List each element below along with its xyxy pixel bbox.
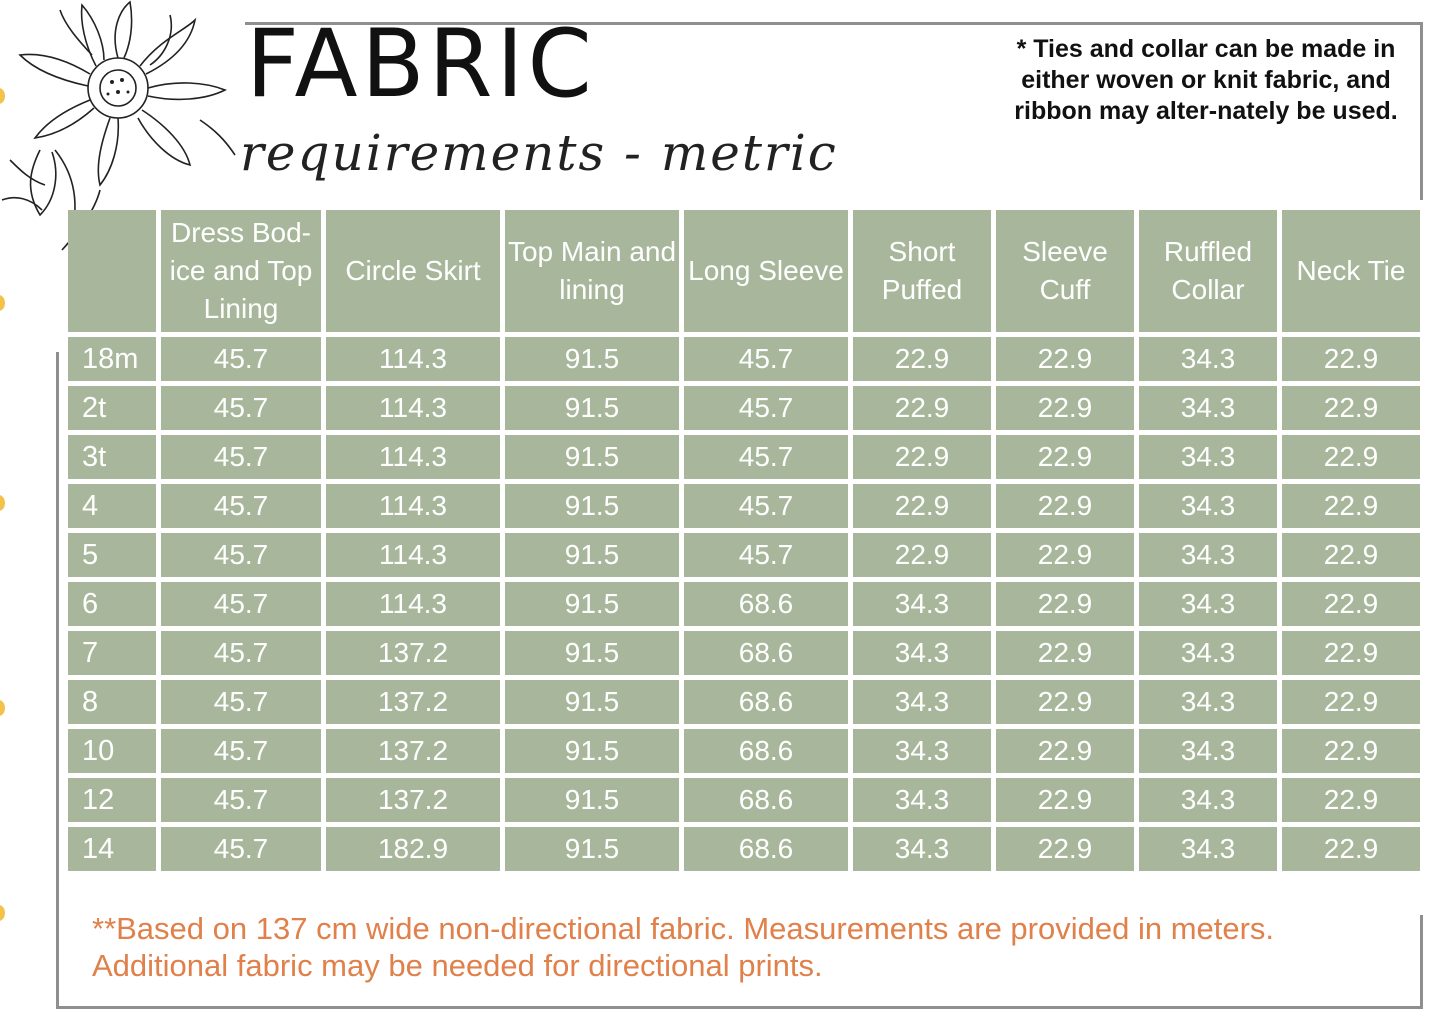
measurement-cell: 22.9 — [996, 337, 1134, 381]
measurement-cell: 45.7 — [161, 582, 321, 626]
measurement-cell: 22.9 — [853, 337, 991, 381]
measurement-cell: 45.7 — [684, 337, 848, 381]
frame-left-border — [56, 352, 59, 1008]
column-header-ruffled-collar: Ruffled Collar — [1139, 210, 1277, 332]
column-header-sleeve-cuff: Sleeve Cuff — [996, 210, 1134, 332]
measurement-cell: 68.6 — [684, 631, 848, 675]
measurement-cell: 114.3 — [326, 386, 500, 430]
measurement-cell: 182.9 — [326, 827, 500, 871]
measurement-cell: 68.6 — [684, 582, 848, 626]
measurement-cell: 34.3 — [1139, 533, 1277, 577]
measurement-cell: 91.5 — [505, 680, 679, 724]
size-cell: 3t — [68, 435, 156, 479]
table-row — [68, 582, 1420, 626]
measurement-cell: 34.3 — [853, 778, 991, 822]
measurement-cell: 114.3 — [326, 337, 500, 381]
measurement-cell: 22.9 — [1282, 386, 1420, 430]
measurement-cell: 22.9 — [1282, 484, 1420, 528]
measurement-cell: 137.2 — [326, 729, 500, 773]
measurement-cell: 91.5 — [505, 533, 679, 577]
measurement-cell: 91.5 — [505, 827, 679, 871]
measurement-cell: 22.9 — [1282, 337, 1420, 381]
measurement-cell: 137.2 — [326, 631, 500, 675]
size-cell: 4 — [68, 484, 156, 528]
measurement-cell: 22.9 — [1282, 827, 1420, 871]
measurement-cell: 45.7 — [161, 778, 321, 822]
measurement-cell: 34.3 — [1139, 337, 1277, 381]
table-row — [68, 827, 1420, 871]
measurement-cell: 114.3 — [326, 582, 500, 626]
measurement-cell: 45.7 — [161, 533, 321, 577]
measurement-cell: 22.9 — [1282, 582, 1420, 626]
measurement-cell: 34.3 — [853, 729, 991, 773]
measurement-cell: 34.3 — [853, 827, 991, 871]
measurement-cell: 68.6 — [684, 778, 848, 822]
size-cell: 10 — [68, 729, 156, 773]
size-cell: 6 — [68, 582, 156, 626]
measurement-cell: 45.7 — [161, 631, 321, 675]
measurement-cell: 91.5 — [505, 484, 679, 528]
measurement-cell: 22.9 — [996, 484, 1134, 528]
column-header-circle-skirt: Circle Skirt — [326, 210, 500, 332]
measurement-cell: 45.7 — [161, 337, 321, 381]
size-cell: 18m — [68, 337, 156, 381]
measurement-cell: 22.9 — [996, 778, 1134, 822]
measurement-cell: 22.9 — [996, 729, 1134, 773]
measurement-cell: 45.7 — [161, 680, 321, 724]
measurement-cell: 45.7 — [684, 533, 848, 577]
size-cell: 7 — [68, 631, 156, 675]
measurement-cell: 91.5 — [505, 778, 679, 822]
ties-collar-note: * Ties and collar can be made in either woven or knit fabric, and ribbon may alter-nately be used. — [1014, 35, 1398, 125]
page-title: FABRIC — [246, 10, 596, 119]
size-cell: 5 — [68, 533, 156, 577]
table-body — [68, 337, 1420, 871]
measurement-cell: 91.5 — [505, 729, 679, 773]
measurement-cell: 34.3 — [853, 582, 991, 626]
size-cell: 2t — [68, 386, 156, 430]
measurement-cell: 45.7 — [161, 729, 321, 773]
measurement-cell: 22.9 — [996, 827, 1134, 871]
measurement-cell: 22.9 — [853, 484, 991, 528]
measurement-cell: 34.3 — [1139, 484, 1277, 528]
table-row — [68, 337, 1420, 381]
measurement-cell: 22.9 — [996, 386, 1134, 430]
measurement-cell: 22.9 — [853, 435, 991, 479]
measurement-cell: 34.3 — [1139, 778, 1277, 822]
measurement-cell: 22.9 — [996, 533, 1134, 577]
measurement-cell: 22.9 — [996, 631, 1134, 675]
measurement-cell: 22.9 — [996, 582, 1134, 626]
measurement-cell: 34.3 — [853, 631, 991, 675]
decorative-dot — [0, 700, 5, 716]
measurement-cell: 22.9 — [1282, 435, 1420, 479]
measurement-cell: 68.6 — [684, 680, 848, 724]
measurement-cell: 45.7 — [684, 484, 848, 528]
frame-right-border-lower — [1420, 915, 1423, 1008]
table-row — [68, 386, 1420, 430]
measurement-cell: 137.2 — [326, 680, 500, 724]
measurement-cell: 22.9 — [1282, 631, 1420, 675]
measurement-cell: 68.6 — [684, 827, 848, 871]
size-cell: 8 — [68, 680, 156, 724]
column-header-top-main: Top Main and lining — [505, 210, 679, 332]
measurement-cell: 91.5 — [505, 631, 679, 675]
measurement-cell: 22.9 — [1282, 533, 1420, 577]
column-header-neck-tie: Neck Tie — [1282, 210, 1420, 332]
size-cell: 12 — [68, 778, 156, 822]
measurement-cell: 91.5 — [505, 337, 679, 381]
table-row — [68, 435, 1420, 479]
measurement-cell: 114.3 — [326, 435, 500, 479]
decorative-dot — [0, 295, 5, 311]
measurement-cell: 34.3 — [1139, 729, 1277, 773]
measurement-cell: 22.9 — [853, 533, 991, 577]
frame-right-border — [1420, 22, 1423, 200]
table-row — [68, 778, 1420, 822]
measurement-cell: 114.3 — [326, 533, 500, 577]
measurement-cell: 68.6 — [684, 729, 848, 773]
size-cell: 14 — [68, 827, 156, 871]
decorative-dot — [0, 495, 5, 511]
measurement-cell: 34.3 — [1139, 435, 1277, 479]
measurement-cell: 45.7 — [684, 435, 848, 479]
measurement-cell: 114.3 — [326, 484, 500, 528]
table-row — [68, 631, 1420, 675]
column-header-long-sleeve: Long Sleeve — [684, 210, 848, 332]
decorative-dot — [0, 905, 5, 921]
measurement-cell: 137.2 — [326, 778, 500, 822]
measurement-cell: 34.3 — [1139, 631, 1277, 675]
header-corner-cell — [68, 210, 156, 332]
measurement-cell: 45.7 — [161, 827, 321, 871]
fabric-requirements-table — [63, 205, 1425, 876]
table-row — [68, 484, 1420, 528]
table-row — [68, 680, 1420, 724]
page-subtitle: requirements - metric — [240, 124, 838, 182]
column-header-dress-bodice: Dress Bod-ice and Top Lining — [161, 210, 321, 332]
measurement-cell: 45.7 — [161, 435, 321, 479]
table-row — [68, 533, 1420, 577]
measurement-cell: 22.9 — [1282, 680, 1420, 724]
measurement-cell: 22.9 — [996, 680, 1134, 724]
measurement-cell: 34.3 — [1139, 386, 1277, 430]
table-header-row — [68, 210, 1420, 332]
column-header-short-puffed: Short Puffed — [853, 210, 991, 332]
measurement-cell: 91.5 — [505, 435, 679, 479]
measurement-cell: 45.7 — [161, 386, 321, 430]
measurement-cell: 45.7 — [161, 484, 321, 528]
measurement-cell: 91.5 — [505, 582, 679, 626]
measurement-cell: 22.9 — [853, 386, 991, 430]
measurement-cell: 22.9 — [1282, 729, 1420, 773]
measurement-cell: 45.7 — [684, 386, 848, 430]
measurement-cell: 22.9 — [1282, 778, 1420, 822]
measurement-cell: 34.3 — [1139, 582, 1277, 626]
measurement-cell: 34.3 — [1139, 680, 1277, 724]
measurement-cell: 91.5 — [505, 386, 679, 430]
table-row — [68, 729, 1420, 773]
footnote: **Based on 137 cm wide non-directional fabric. Measurements are provided in meters. Additional fabric may be needed for directional prints. — [92, 911, 1275, 983]
measurement-cell: 22.9 — [996, 435, 1134, 479]
measurement-cell: 34.3 — [1139, 827, 1277, 871]
measurement-cell: 34.3 — [853, 680, 991, 724]
frame-bottom-border — [56, 1006, 1423, 1009]
